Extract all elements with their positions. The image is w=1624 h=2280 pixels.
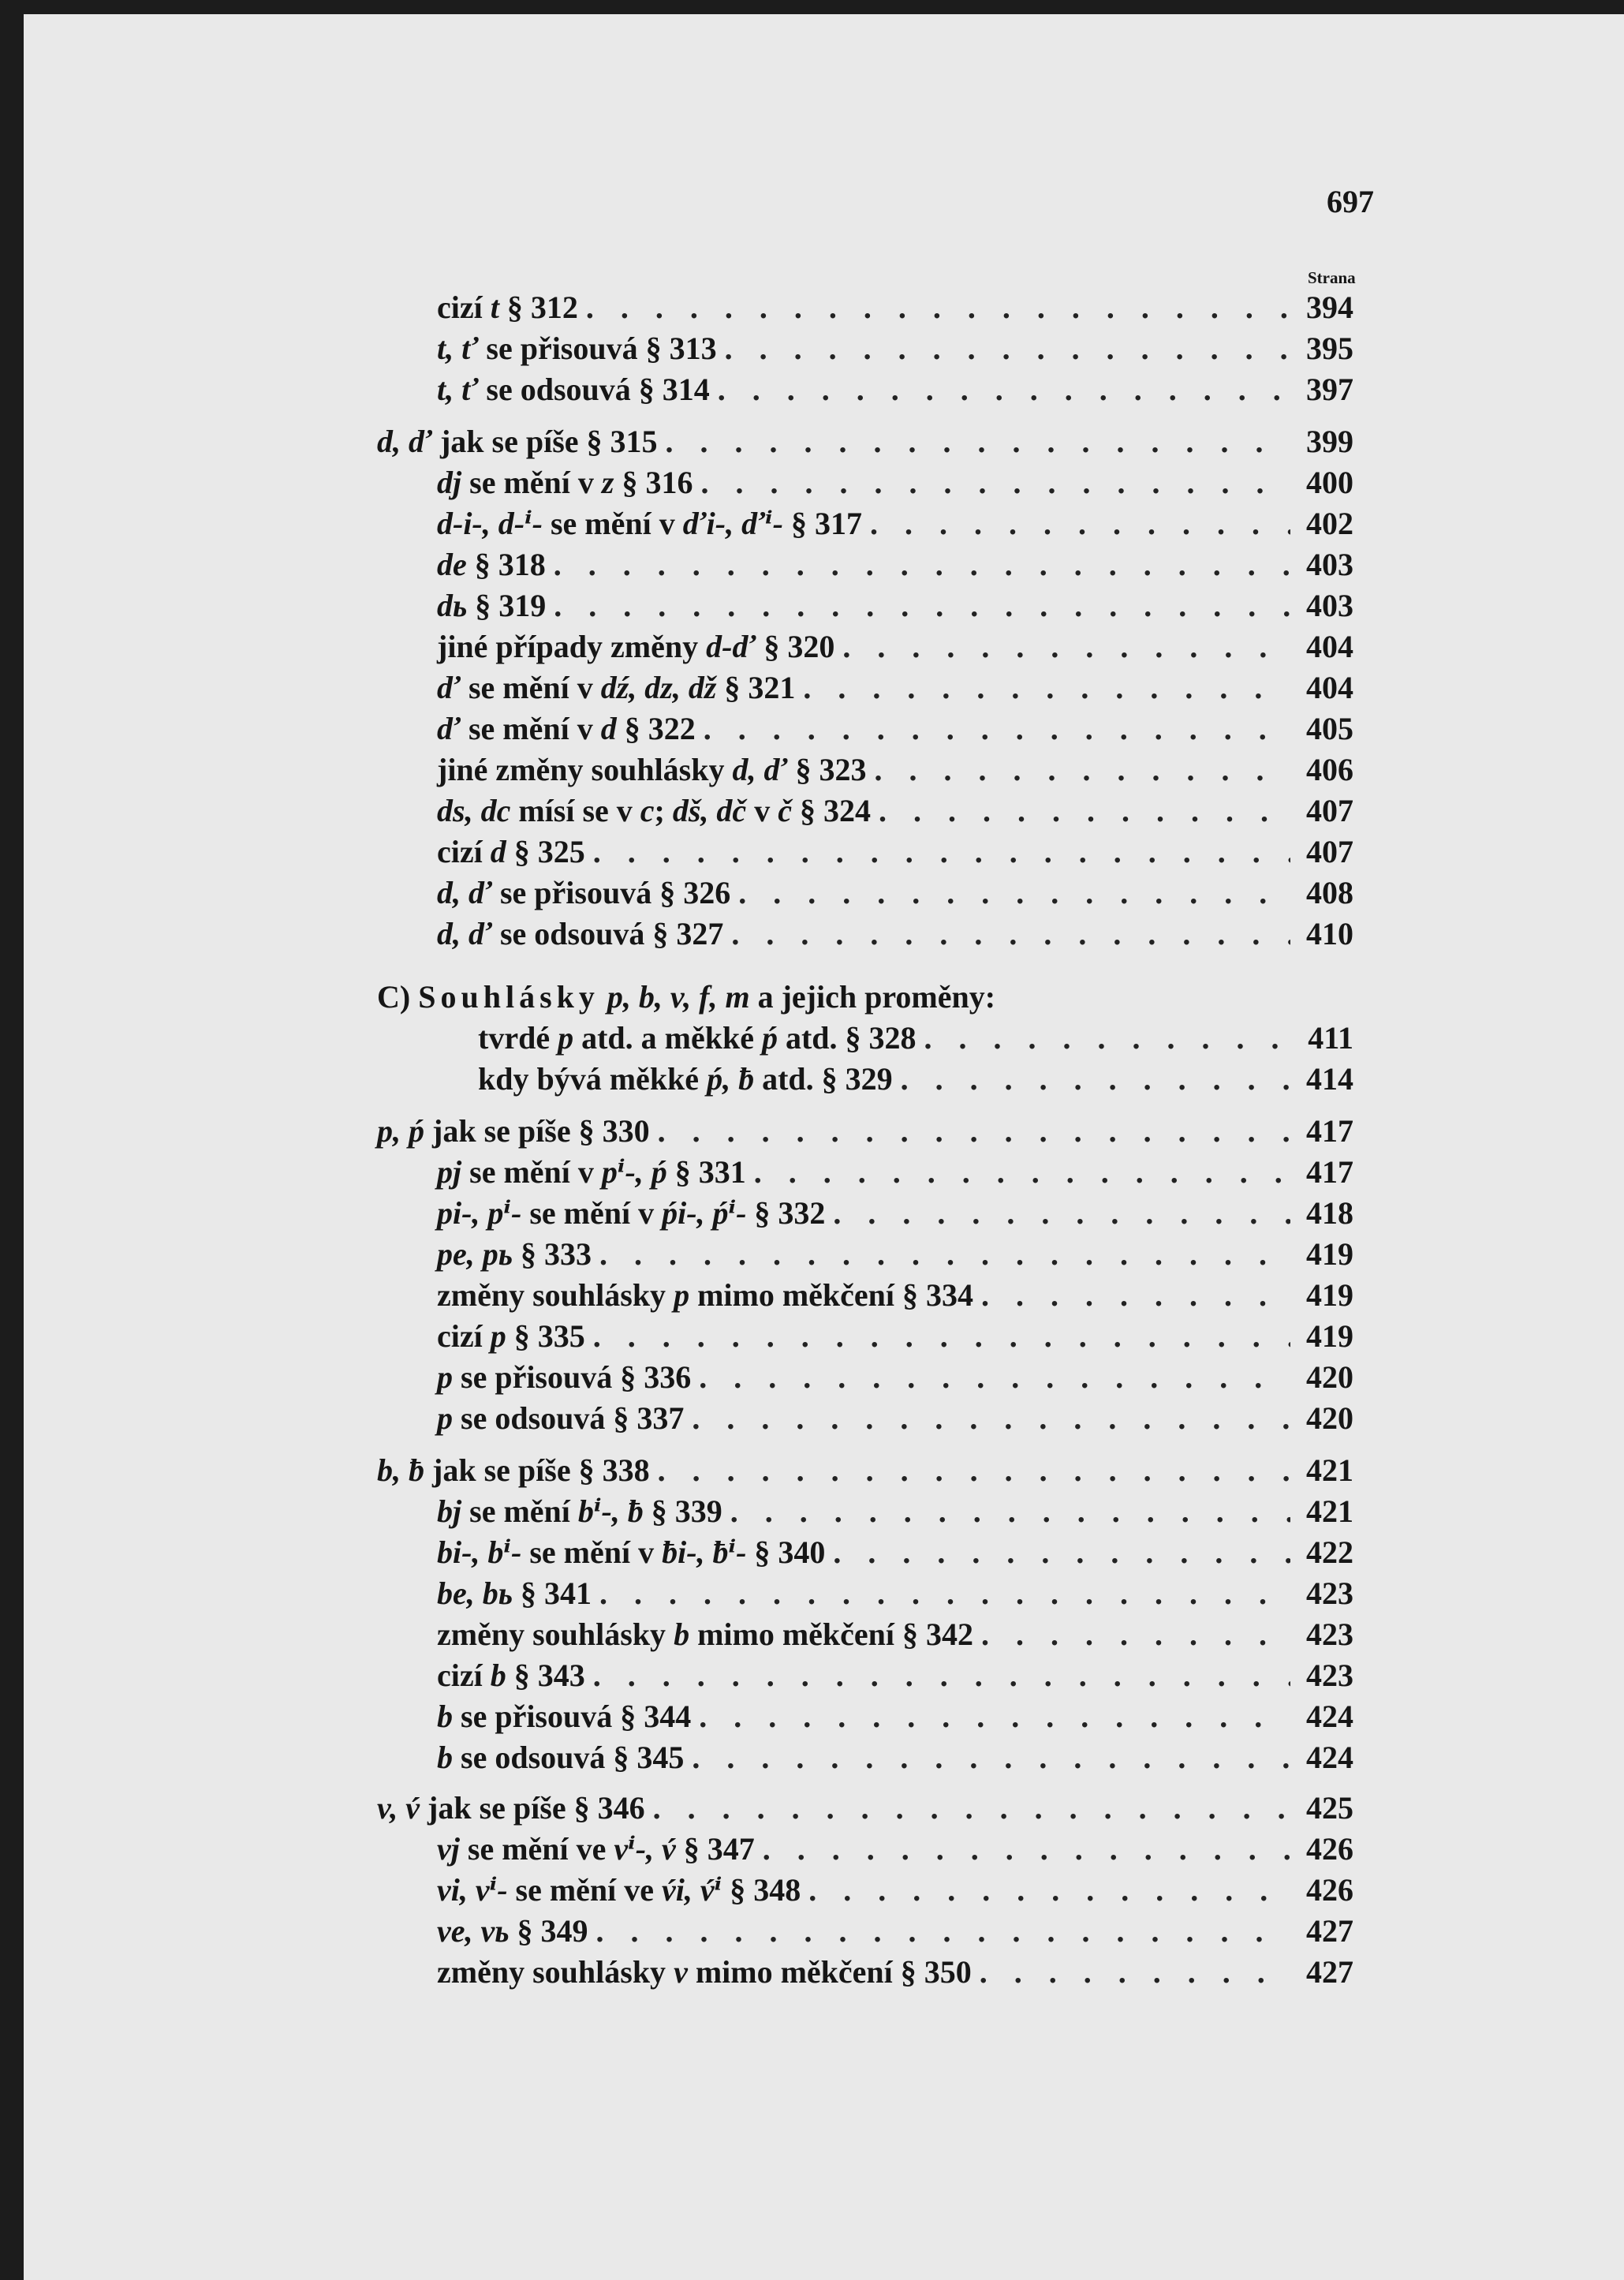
toc-leader-dots	[696, 710, 1290, 748]
toc-leader-dots	[862, 505, 1290, 543]
toc-entry-title: cizí d § 325	[437, 834, 585, 869]
toc-entry	[437, 1276, 1353, 1314]
toc-entry-title: bj se mění bⁱ-, ƀ § 339	[437, 1493, 722, 1529]
toc-entry-title: b se odsouvá § 345	[437, 1740, 685, 1775]
toc-leader-dots	[650, 1452, 1290, 1489]
toc-entry-title: jiné případy změny d-ď § 320	[437, 629, 835, 664]
toc-entry-title: t, ť se odsouvá § 314	[437, 372, 710, 407]
toc-leader-dots	[717, 330, 1290, 368]
toc-entry	[377, 1789, 1353, 1827]
toc-leader-dots	[585, 833, 1290, 871]
toc-entry-page: 427	[1306, 1954, 1353, 1990]
toc-leader-dots	[710, 371, 1290, 409]
toc-entry-title: d, ď se odsouvá § 327	[437, 916, 724, 951]
toc-entry	[437, 1953, 1353, 1991]
toc-leader-dots	[801, 1871, 1290, 1909]
section-heading-spaced-word: Souhlásky	[418, 979, 599, 1015]
toc-entry	[437, 1400, 1353, 1437]
toc-leader-dots	[723, 915, 1290, 953]
toc-entry	[437, 1318, 1353, 1355]
section-heading	[377, 978, 995, 1016]
toc-entry-page: 414	[1306, 1061, 1353, 1097]
toc-entry-title: změny souhlásky p mimo měkčení § 334	[437, 1277, 974, 1313]
toc-entry-title: pj se mění v pⁱ-, ṕ § 331	[437, 1154, 746, 1190]
toc-entry-title: cizí t § 312	[437, 290, 578, 325]
toc-entry	[437, 464, 1353, 502]
toc-entry	[377, 1112, 1353, 1150]
toc-entry-page: 403	[1306, 588, 1353, 623]
toc-leader-dots	[684, 1400, 1290, 1437]
toc-entry	[437, 289, 1353, 327]
toc-entry	[478, 1060, 1353, 1098]
toc-entry	[437, 1235, 1353, 1273]
toc-entry	[478, 1019, 1353, 1057]
toc-entry-page: 420	[1306, 1400, 1353, 1436]
toc-leader-dots	[973, 1276, 1290, 1314]
toc-entry-page: 419	[1306, 1318, 1353, 1354]
toc-entry	[437, 1912, 1353, 1950]
toc-entry-page: 405	[1306, 711, 1353, 746]
toc-entry-page: 421	[1306, 1493, 1353, 1529]
toc-leader-dots	[588, 1912, 1290, 1950]
toc-leader-dots	[650, 1112, 1290, 1150]
toc-entry	[437, 669, 1353, 707]
toc-leader-dots	[585, 1318, 1290, 1355]
toc-entry-title: v, v́ jak se píše § 346	[377, 1790, 645, 1826]
toc-entry-title: ď se mění v d § 322	[437, 711, 696, 746]
toc-leader-dots	[834, 628, 1290, 666]
toc-entry	[437, 1616, 1353, 1654]
toc-entry-page: 395	[1306, 331, 1353, 366]
toc-entry-title: cizí b § 343	[437, 1658, 585, 1693]
toc-entry-page: 424	[1306, 1699, 1353, 1734]
toc-entry-title: vj se mění ve vⁱ-, v́ § 347	[437, 1831, 755, 1867]
toc-entry-page: 426	[1306, 1831, 1353, 1867]
toc-entry	[437, 1575, 1353, 1613]
toc-entry	[437, 1657, 1353, 1695]
toc-entry	[377, 423, 1353, 461]
toc-leader-dots	[691, 1698, 1290, 1736]
toc-leader-dots	[546, 587, 1290, 625]
toc-leader-dots	[730, 874, 1290, 912]
toc-entry-page: 408	[1306, 875, 1353, 910]
toc-entry	[437, 546, 1353, 584]
toc-entry-title: změny souhlásky v mimo měkčení § 350	[437, 1954, 972, 1990]
toc-leader-dots	[585, 1657, 1290, 1695]
toc-entry	[437, 1739, 1353, 1777]
toc-entry-page: 404	[1306, 670, 1353, 705]
toc-entry-page: 397	[1306, 372, 1353, 407]
toc-entry	[437, 710, 1353, 748]
toc-entry	[437, 874, 1353, 912]
toc-leader-dots	[645, 1789, 1290, 1827]
toc-leader-dots	[693, 464, 1290, 502]
toc-entry-page: 419	[1306, 1277, 1353, 1313]
toc-entry	[377, 1452, 1353, 1489]
toc-entry-title: d-i-, d-ⁱ- se mění v ďi-, ďⁱ- § 317	[437, 506, 862, 541]
toc-leader-dots	[746, 1153, 1290, 1191]
toc-leader-dots	[972, 1953, 1290, 1991]
toc-entry-page: 424	[1306, 1740, 1353, 1775]
toc-entry-title: ď se mění v dź, dz, dž § 321	[437, 670, 796, 705]
toc-entry	[437, 1698, 1353, 1736]
toc-entry	[437, 587, 1353, 625]
toc-leader-dots	[546, 546, 1290, 584]
toc-entry	[437, 371, 1353, 409]
toc-entry-title: b, ƀ jak se píše § 338	[377, 1452, 650, 1488]
toc-entry-title: de § 318	[437, 547, 546, 582]
toc-entry-title: tvrdé p atd. a měkké ṕ atd. § 328	[478, 1020, 917, 1056]
toc-entry	[437, 1493, 1353, 1531]
toc-leader-dots	[973, 1616, 1290, 1654]
toc-entry-page: 418	[1306, 1195, 1353, 1231]
toc-entry-page: 407	[1306, 793, 1353, 828]
toc-entry-page: 402	[1306, 506, 1353, 541]
toc-entry	[437, 792, 1353, 830]
toc-entry	[437, 833, 1353, 871]
toc-leader-dots	[578, 289, 1290, 327]
toc-entry	[437, 915, 1353, 953]
toc-entry	[437, 1359, 1353, 1396]
toc-entry-title: b se přisouvá § 344	[437, 1699, 692, 1734]
toc-leader-dots	[917, 1019, 1290, 1057]
toc-entry-title: d, ď jak se píše § 315	[377, 424, 658, 459]
toc-entry-page: 407	[1306, 834, 1353, 869]
toc-entry-page: 421	[1306, 1452, 1353, 1488]
toc-leader-dots	[825, 1534, 1290, 1572]
toc-entry-page: 423	[1306, 1617, 1353, 1652]
toc-leader-dots	[893, 1060, 1290, 1098]
toc-leader-dots	[592, 1235, 1290, 1273]
toc-entry-page: 410	[1306, 916, 1353, 951]
toc-entry	[437, 505, 1353, 543]
toc-entry-title: p se odsouvá § 337	[437, 1400, 685, 1436]
toc-entry-page: 423	[1306, 1575, 1353, 1611]
toc-entry-title: d, ď se přisouvá § 326	[437, 875, 731, 910]
toc-entry-title: pe, pь § 333	[437, 1236, 592, 1272]
toc-leader-dots	[866, 751, 1290, 789]
toc-leader-dots	[825, 1194, 1290, 1232]
toc-entry-title: cizí p § 335	[437, 1318, 585, 1354]
toc-entry-title: p, ṕ jak se píše § 330	[377, 1113, 650, 1149]
toc-entry	[437, 1534, 1353, 1572]
toc-leader-dots	[691, 1359, 1290, 1396]
section-heading-rest: p, b, v, f, m a jejich proměny:	[607, 979, 996, 1015]
toc-entry-title: změny souhlásky b mimo měkčení § 342	[437, 1617, 974, 1652]
toc-entry-title: ve, vь § 349	[437, 1913, 588, 1949]
toc-entry	[437, 751, 1353, 789]
toc-entry	[437, 1153, 1353, 1191]
toc-entry-page: 420	[1306, 1359, 1353, 1395]
toc-entry-page: 403	[1306, 547, 1353, 582]
toc-entry-page: 411	[1308, 1020, 1353, 1056]
toc-entry	[437, 1194, 1353, 1232]
toc-entry-page: 394	[1306, 290, 1353, 325]
toc-leader-dots	[871, 792, 1290, 830]
column-label: Strana	[1308, 268, 1356, 287]
toc-entry-page: 427	[1306, 1913, 1353, 1949]
toc-entry-title: t, ť se přisouvá § 313	[437, 331, 717, 366]
toc-entry-page: 419	[1306, 1236, 1353, 1272]
toc-entry	[437, 330, 1353, 368]
toc-entry-page: 423	[1306, 1658, 1353, 1693]
toc-entry-title: pi-, pⁱ- se mění v ṕi-, ṕⁱ- § 332	[437, 1195, 826, 1231]
book-page	[24, 14, 1624, 2280]
toc-entry-page: 400	[1306, 465, 1353, 500]
toc-entry	[437, 1830, 1353, 1868]
toc-entry-page: 417	[1306, 1113, 1353, 1149]
toc-leader-dots	[592, 1575, 1290, 1613]
toc-entry-title: dь § 319	[437, 588, 547, 623]
toc-leader-dots	[795, 669, 1290, 707]
toc-leader-dots	[755, 1830, 1290, 1868]
toc-entry-title: p se přisouvá § 336	[437, 1359, 692, 1395]
toc-entry-page: 399	[1306, 424, 1353, 459]
toc-entry-page: 404	[1306, 629, 1353, 664]
toc-entry-title: bi-, bⁱ- se mění v ƀi-, ƀⁱ- § 340	[437, 1534, 826, 1570]
toc-entry-title: be, bь § 341	[437, 1575, 592, 1611]
toc-leader-dots	[722, 1493, 1290, 1531]
page-number: 697	[1327, 184, 1374, 219]
toc-leader-dots	[684, 1739, 1290, 1777]
toc-entry-title: vi, vⁱ- se mění ve v́i, v́ⁱ § 348	[437, 1872, 801, 1908]
toc-entry-page: 422	[1306, 1534, 1353, 1570]
toc-entry-title: kdy bývá měkké ṕ, ƀ atd. § 329	[478, 1061, 893, 1097]
toc-entry-title: dj se mění v z § 316	[437, 465, 693, 500]
toc-leader-dots	[658, 423, 1290, 461]
toc-entry-page: 426	[1306, 1872, 1353, 1908]
toc-entry-page: 417	[1306, 1154, 1353, 1190]
section-heading-label: C)	[377, 979, 411, 1015]
toc-entry-title: ds, dc mísí se v c; dš, dč v č § 324	[437, 793, 871, 828]
toc-entry-page: 425	[1306, 1790, 1353, 1826]
toc-entry	[437, 1871, 1353, 1909]
toc-entry-page: 406	[1306, 752, 1353, 787]
toc-entry	[437, 628, 1353, 666]
toc-entry-title: jiné změny souhlásky d, ď § 323	[437, 752, 867, 787]
